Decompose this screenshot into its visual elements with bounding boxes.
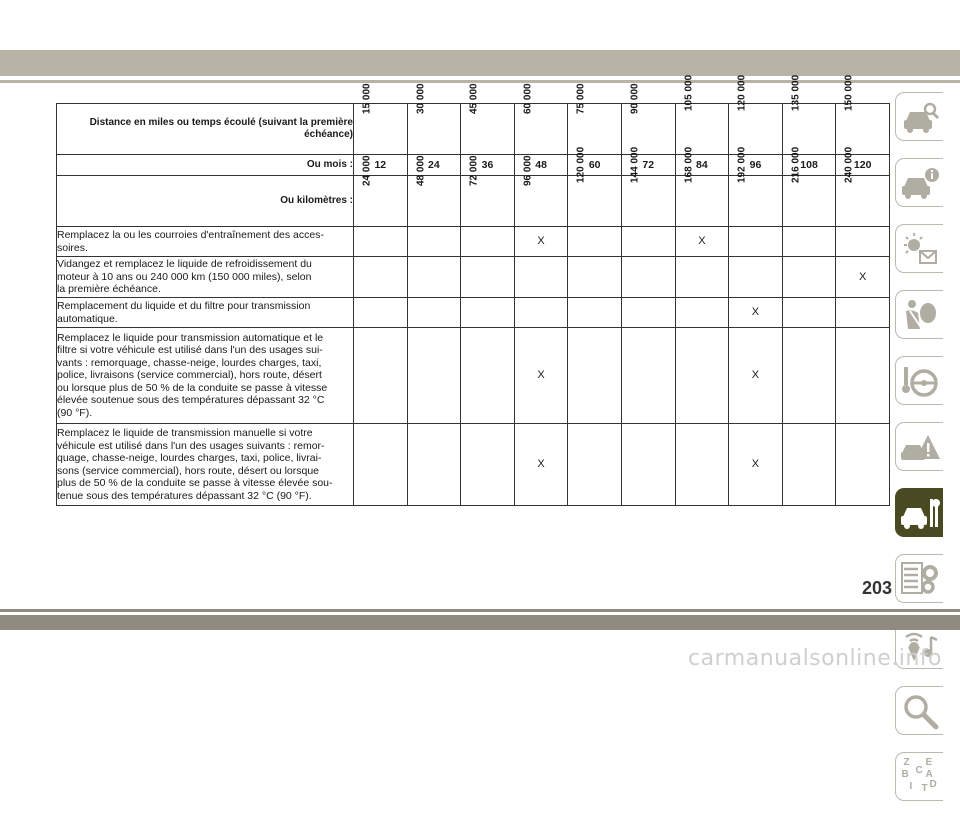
km-col-2: 72 000	[461, 176, 515, 227]
tab-airbag-seatbelt[interactable]	[895, 290, 943, 339]
months-header-label: Ou mois :	[57, 155, 354, 176]
index-letter: D	[929, 778, 937, 790]
schedule-cell	[461, 424, 515, 506]
schedule-cell	[461, 328, 515, 424]
schedule-cell	[621, 227, 675, 257]
months-col-2: 36	[461, 155, 515, 176]
table-row	[57, 298, 890, 328]
schedule-cell	[461, 298, 515, 328]
index-letter: I	[909, 780, 913, 792]
schedule-cell	[407, 298, 461, 328]
months-col-8: 108	[782, 155, 836, 176]
months-col-5: 72	[621, 155, 675, 176]
km-col-8: 216 000	[782, 176, 836, 227]
schedule-cell	[675, 424, 729, 506]
car-wrench-icon	[900, 493, 940, 533]
schedule-cell	[729, 257, 783, 298]
km-col-4: 120 000	[568, 176, 622, 227]
index-letter: B	[901, 768, 909, 780]
schedule-cell	[354, 257, 408, 298]
search-icon	[900, 691, 940, 731]
km-col-3: 96 000	[514, 176, 568, 227]
car-search-icon	[900, 97, 940, 137]
schedule-cell	[514, 298, 568, 328]
tab-car-warning-triangle[interactable]	[895, 422, 943, 471]
km-col-5: 144 000	[621, 176, 675, 227]
schedule-cell: X	[836, 257, 890, 298]
schedule-cell	[354, 424, 408, 506]
miles-header-row	[57, 104, 890, 155]
km-header-label: Ou kilomètres :	[57, 176, 354, 227]
miles-col-1: 30 000	[407, 104, 461, 155]
bottom-decorative-line	[0, 609, 960, 612]
miles-col-4: 75 000	[568, 104, 622, 155]
tab-specs-gear[interactable]	[895, 554, 943, 603]
miles-col-8: 135 000	[782, 104, 836, 155]
schedule-cell	[729, 227, 783, 257]
index-letter: Z	[903, 756, 910, 768]
schedule-cell	[568, 298, 622, 328]
months-col-0: 12	[354, 155, 408, 176]
miles-col-7: 120 000	[729, 104, 783, 155]
car-info-icon	[900, 163, 940, 203]
tab-warning-light-message[interactable]	[895, 224, 943, 273]
schedule-cell	[621, 257, 675, 298]
schedule-cell	[836, 328, 890, 424]
miles-col-6: 105 000	[675, 104, 729, 155]
maintenance-item-description: Vidangez et remplacez le liquide de refroidissement du moteur à 10 ans ou 240 000 km (150 000 miles), selon la première échéance.	[57, 257, 354, 298]
schedule-cell	[461, 227, 515, 257]
schedule-cell	[782, 298, 836, 328]
schedule-cell: X	[514, 424, 568, 506]
months-col-9: 120	[836, 155, 890, 176]
miles-col-3: 60 000	[514, 104, 568, 155]
miles-col-0: 15 000	[354, 104, 408, 155]
index-letter: T	[921, 782, 928, 794]
schedule-cell	[621, 424, 675, 506]
km-header-row	[57, 176, 890, 227]
schedule-cell	[782, 227, 836, 257]
tab-car-search[interactable]	[895, 92, 943, 141]
schedule-cell	[568, 227, 622, 257]
schedule-cell	[354, 328, 408, 424]
maintenance-item-description: Remplacez le liquide pour transmission automatique et le filtre si votre véhicule est utilisé dans l'un des usages sui- vants : remorquage, chasse-neige, lourdes charges, taxi, police, livraisons (service commercial), hors route, désert ou lorsque plus de 50 % de la conduite se passe à vitesse élevée soutenue sous des températures dépassant 32 °C (90 °F).	[57, 328, 354, 424]
tab-search[interactable]	[895, 686, 943, 735]
miles-col-2: 45 000	[461, 104, 515, 155]
schedule-cell	[675, 257, 729, 298]
schedule-cell	[407, 424, 461, 506]
maintenance-item-description: Remplacez le liquide de transmission manuelle si votre véhicule est utilisé dans l'un des usages suivants : remor- quage, chasse-neige, lourdes charges, taxi, police, livrai- sons (service commercial), hors route, désert ou lorsque plus de 50 % de la conduite se passe à vitesse élevée sou- tenue sous des températures dépassant 32 °C (90 °F).	[57, 424, 354, 506]
warning-light-message-icon	[900, 229, 940, 269]
top-decorative-band	[0, 50, 960, 76]
schedule-cell	[836, 424, 890, 506]
maintenance-item-description: Remplacement du liquide et du filtre pour transmission automatique.	[57, 298, 354, 328]
schedule-cell	[782, 328, 836, 424]
tab-steering-wheel-key[interactable]	[895, 356, 943, 405]
months-col-6: 84	[675, 155, 729, 176]
schedule-cell	[461, 257, 515, 298]
schedule-cell	[568, 257, 622, 298]
distance-header-label: Distance en miles ou temps écoulé (suivant la première échéance)	[57, 104, 354, 155]
watermark: carmanualsonline.info	[688, 646, 942, 671]
schedule-cell	[407, 328, 461, 424]
table-row	[57, 328, 890, 424]
schedule-cell	[407, 227, 461, 257]
schedule-cell	[836, 227, 890, 257]
schedule-cell	[354, 298, 408, 328]
months-col-4: 60	[568, 155, 622, 176]
months-col-1: 24	[407, 155, 461, 176]
table-row	[57, 227, 890, 257]
schedule-cell	[621, 298, 675, 328]
schedule-cell	[514, 257, 568, 298]
schedule-cell: X	[729, 298, 783, 328]
schedule-cell: X	[514, 227, 568, 257]
schedule-cell	[354, 227, 408, 257]
schedule-cell: X	[675, 227, 729, 257]
alphabetical-index-icon	[900, 757, 940, 797]
schedule-cell	[407, 257, 461, 298]
maintenance-schedule-table	[56, 74, 890, 506]
schedule-cell	[675, 298, 729, 328]
km-col-0: 24 000	[354, 176, 408, 227]
miles-col-9: 150 000	[836, 104, 890, 155]
schedule-cell	[782, 257, 836, 298]
index-letter: C	[915, 764, 923, 776]
table-row	[57, 424, 890, 506]
page-number: 203	[862, 578, 893, 598]
bottom-decorative-band	[0, 615, 960, 630]
tab-car-info[interactable]	[895, 158, 943, 207]
km-col-9: 240 000	[836, 176, 890, 227]
schedule-cell	[836, 298, 890, 328]
km-col-7: 192 000	[729, 176, 783, 227]
maintenance-item-description: Remplacez la ou les courroies d'entraînement des acces- soires.	[57, 227, 354, 257]
index-letter: A	[925, 768, 933, 780]
airbag-seatbelt-icon	[900, 295, 940, 335]
miles-col-5: 90 000	[621, 104, 675, 155]
schedule-cell: X	[514, 328, 568, 424]
schedule-cell	[782, 424, 836, 506]
km-col-1: 48 000	[407, 176, 461, 227]
steering-wheel-key-icon	[900, 361, 940, 401]
tab-alphabetical-index[interactable]	[895, 752, 943, 801]
schedule-cell	[568, 328, 622, 424]
schedule-cell: X	[729, 424, 783, 506]
index-letter: E	[925, 756, 933, 768]
months-col-3: 48	[514, 155, 568, 176]
schedule-cell	[621, 328, 675, 424]
schedule-cell: X	[729, 328, 783, 424]
tab-car-wrench[interactable]	[895, 488, 943, 537]
schedule-cell	[675, 328, 729, 424]
chapter-tab-strip	[895, 92, 945, 818]
months-col-7: 96	[729, 155, 783, 176]
km-col-6: 168 000	[675, 176, 729, 227]
car-warning-triangle-icon	[900, 427, 940, 467]
schedule-cell	[568, 424, 622, 506]
specs-gear-icon	[900, 559, 940, 599]
table-row	[57, 257, 890, 298]
